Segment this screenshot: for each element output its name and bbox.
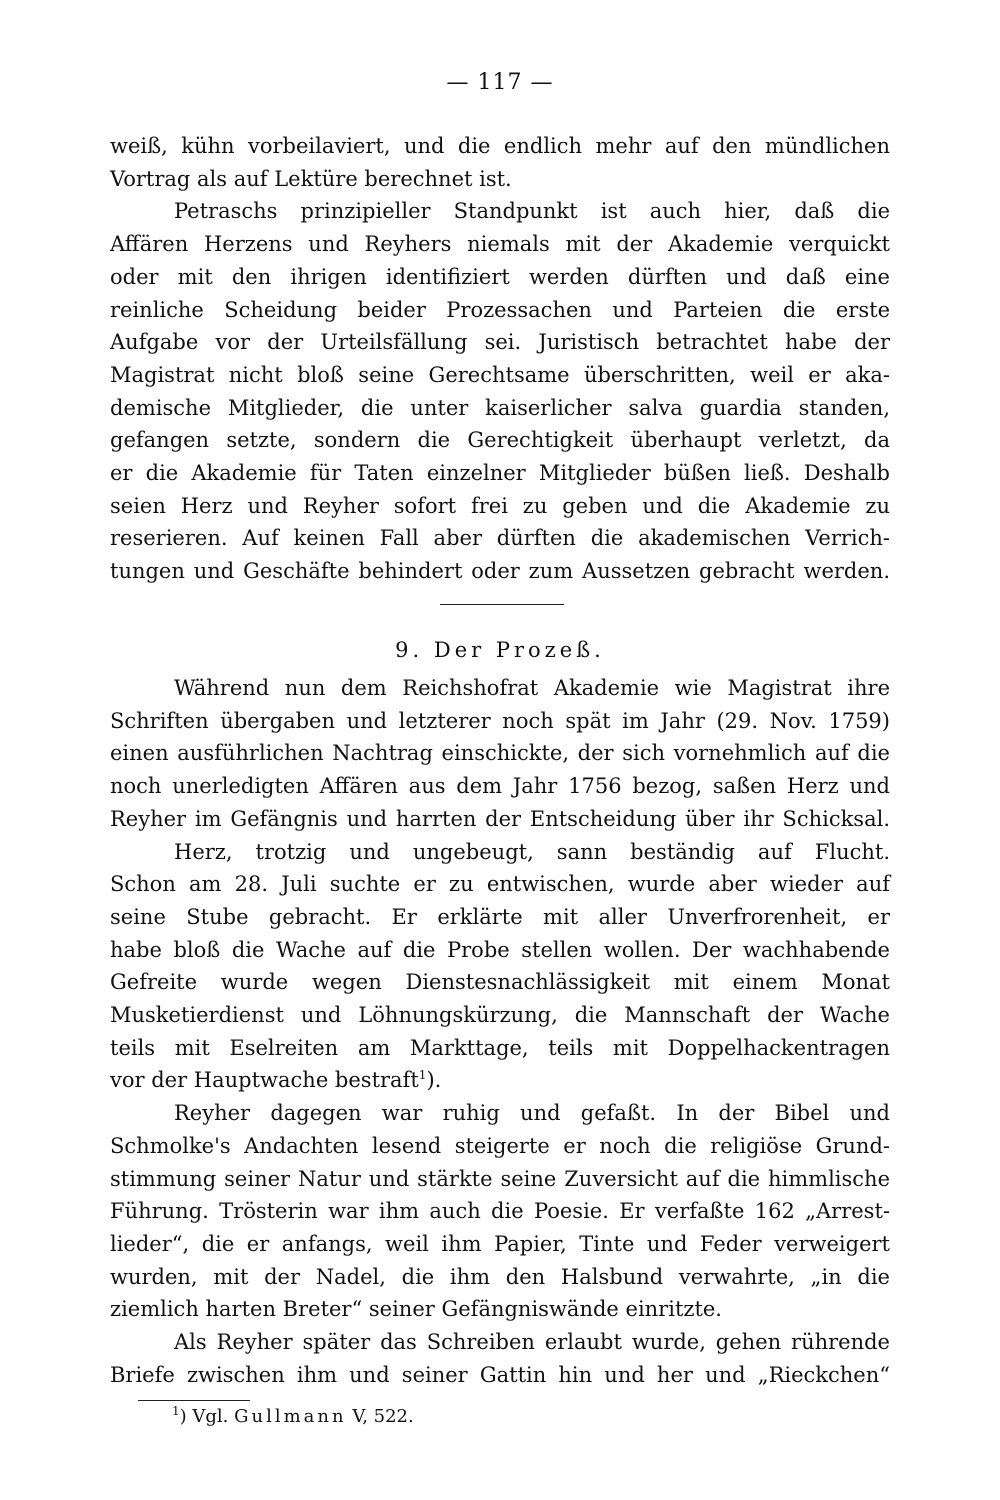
section-heading: 9. Der Prozeß. bbox=[395, 638, 605, 662]
text-line: ziemlich harten Breter“ seiner Gefängniswände einritzte. bbox=[110, 1297, 722, 1322]
text-block-top bbox=[110, 130, 890, 588]
text-line: er die Akademie für Taten einzelner Mitglieder büßen ließ. Deshalb bbox=[110, 461, 890, 486]
paragraph-3 bbox=[110, 672, 890, 836]
text-line: weiß, kühn vorbeilaviert, und die endlich mehr auf den mündlichen bbox=[110, 134, 890, 158]
text-line: Während nun dem Reichshofrat Akademie wie Magistrat ihre bbox=[174, 676, 890, 700]
text-line: einen ausführlichen Nachtrag einschickte, der sich vornehmlich auf die bbox=[110, 741, 890, 766]
text-line: seine Stube gebracht. Er erklärte mit aller Unverfrorenheit, er bbox=[110, 904, 890, 929]
text-line: Reyher im Gefängnis und harrten der Entscheidung über ihr Schicksal. bbox=[110, 806, 890, 831]
text-line: stimmung seiner Natur und stärkte seine Zuversicht auf die himmlische bbox=[110, 1166, 890, 1191]
text-line: lieder“, die er anfangs, weil ihm Papier, Tinte und Feder verweigert bbox=[110, 1231, 890, 1256]
footnote-marker: 1 bbox=[418, 1068, 427, 1083]
text-line: Schon am 28. Juli suchte er zu entwischen, wurde aber wieder auf bbox=[110, 872, 890, 897]
page-number: — 117 — bbox=[446, 70, 554, 95]
text-line: Vortrag als auf Lektüre berechnet ist. bbox=[110, 166, 512, 191]
text-line: Führung. Trösterin war ihm auch die Poesie. Er verfaßte 162 „Arrest- bbox=[110, 1199, 890, 1224]
text-line: tungen und Geschäfte behindert oder zum Aussetzen gebracht werden. bbox=[110, 559, 890, 584]
text-line: Petraschs prinzipieller Standpunkt ist auch hier, daß die bbox=[174, 199, 890, 224]
footnote-ref: V, 522. bbox=[352, 1406, 414, 1427]
text-line: Herz, trotzig und ungebeugt, sann beständig auf Flucht. bbox=[174, 839, 890, 864]
footnote bbox=[172, 1406, 414, 1427]
text-fragment: vor der Hauptwache bestraft bbox=[110, 1068, 419, 1093]
paragraph-6 bbox=[110, 1326, 890, 1391]
paragraph-5 bbox=[110, 1097, 890, 1326]
text-line: Briefe zwischen ihm und seiner Gattin hin und her und „Rieckchen“ bbox=[110, 1362, 890, 1387]
footnote-author: Gullmann bbox=[234, 1406, 347, 1427]
text-line: Magistrat nicht bloß seine Gerechtsame überschritten, weil er aka- bbox=[110, 362, 890, 387]
text-fragment: ). bbox=[426, 1068, 442, 1093]
text-line: Reyher dagegen war ruhig und gefaßt. In der Bibel und bbox=[174, 1101, 890, 1126]
text-line: Aufgabe vor der Urteilsfällung sei. Juristisch betrachtet habe der bbox=[110, 330, 890, 355]
text-line: Als Reyher später das Schreiben erlaubt wurde, gehen rührende bbox=[174, 1330, 890, 1355]
text-line: Affären Herzens und Reyhers niemals mit der Akademie verquickt bbox=[110, 232, 890, 257]
text-block-bottom bbox=[110, 672, 890, 1391]
text-line: habe bloß die Wache auf die Probe stellen wollen. Der wachhabende bbox=[110, 937, 890, 962]
paragraph-2 bbox=[110, 195, 890, 587]
text-line: Musketierdienst und Löhnungskürzung, die Mannschaft der Wache bbox=[110, 1003, 890, 1028]
text-line: seien Herz und Reyher sofort frei zu geben und die Akademie zu bbox=[110, 493, 890, 518]
section-divider bbox=[440, 604, 564, 605]
text-line bbox=[110, 1064, 890, 1097]
footnote-marker: 1 bbox=[172, 1404, 180, 1418]
paragraph-1 bbox=[110, 130, 890, 195]
footnote-divider bbox=[138, 1400, 250, 1401]
text-line: Schmolke's Andachten lesend steigerte er noch die religiöse Grund- bbox=[110, 1133, 890, 1158]
text-line: reinliche Scheidung beider Prozessachen und Parteien die erste bbox=[110, 297, 890, 322]
footnote-prefix: ) Vgl. bbox=[179, 1406, 229, 1427]
text-line: teils mit Eselreiten am Markttage, teils mit Doppelhackentragen bbox=[110, 1035, 890, 1060]
book-page bbox=[110, 60, 890, 1460]
text-line: Gefreite wurde wegen Dienstesnachlässigkeit mit einem Monat bbox=[110, 970, 890, 995]
text-line: noch unerledigten Affären aus dem Jahr 1756 bezog, saßen Herz und bbox=[110, 774, 890, 799]
text-line: reserieren. Auf keinen Fall aber dürften die akademischen Verrich- bbox=[110, 526, 890, 551]
text-line: gefangen setzte, sondern die Gerechtigkeit überhaupt verletzt, da bbox=[110, 428, 890, 453]
text-line: oder mit den ihrigen identifiziert werden dürften und daß eine bbox=[110, 264, 890, 289]
text-line: demische Mitglieder, die unter kaiserlicher salva guardia standen, bbox=[110, 395, 890, 420]
text-line: Schriften übergaben und letzterer noch spät im Jahr (29. Nov. 1759) bbox=[110, 708, 890, 733]
paragraph-4 bbox=[110, 836, 890, 1098]
text-line: wurden, mit der Nadel, die ihm den Halsbund verwahrte, „in die bbox=[110, 1264, 890, 1289]
